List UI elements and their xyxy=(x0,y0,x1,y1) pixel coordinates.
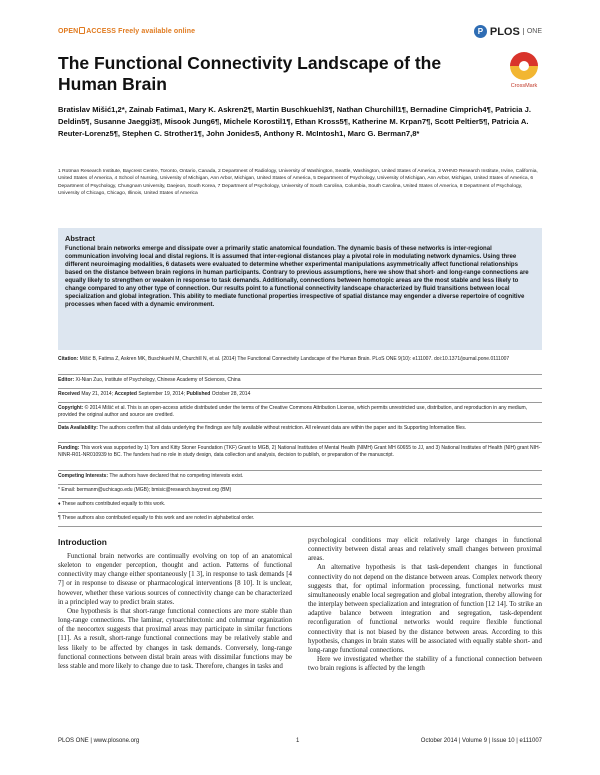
author-list xyxy=(58,104,542,141)
equal-contribution-note: ♦ These authors contributed equally to this work. xyxy=(58,501,166,507)
paragraph: Here we investigated whether the stability of a functional connection between two brain regions is affected by the length xyxy=(308,655,542,673)
copyright: Copyright: © 2014 Mišić et al. This is an open-access article distributed under the terms of the Creative Commons Attribution License, which permits unrestricted use, distribution, and reproduction in any medium, provided the original author and source are credited. xyxy=(58,405,528,419)
author: Susanne Jaeggi3¶, xyxy=(93,117,163,127)
footer-journal: PLOS ONE | www.plosone.org xyxy=(58,738,140,744)
divider xyxy=(58,470,542,471)
author: Marc G. Berman7,8* xyxy=(347,129,420,139)
divider xyxy=(58,374,542,375)
competing-interests: Competing Interests: The authors have declared that no competing interests exist. xyxy=(58,473,244,479)
divider xyxy=(58,526,542,527)
journal-name: PLOS xyxy=(489,25,520,38)
open-access-badge: OPEN ACCESS Freely available online xyxy=(58,28,196,35)
divider xyxy=(58,442,542,443)
plos-logo-icon: P xyxy=(474,25,487,38)
article-title: The Functional Connectivity Landscape of the Human Brain xyxy=(58,53,442,94)
body-column-right xyxy=(308,536,542,673)
author: Bratislav Mišić1,2*, xyxy=(58,105,127,114)
divider xyxy=(58,422,542,423)
abstract-text: Functional brain networks emerge and dissipate over a primarily static anatomical foundation. The dynamic basis of these networks is inter-regional communication involving local and distal regions. It is assumed that inter-regional distances play a pivotal role in modulating network dynamics. Using three different neuroimaging modalities, 6 datasets were evaluated to determine whether experimental manipulations asymmetrically affect functional relationships based on the distance between brain regions in human participants. Contrary to previous assumptions, here we show that short- and long-range connections are equally likely to strengthen or weaken in response to task demands. Additionally, connections between homotopic areas are the most stable and less likely to change compared to any other type of connection. Our results point to a functional connectivity landscape characterized by fluid transitions between local specialization and global integration. This ability to mediate functional properties irrespective of spatial distance may engender a diverse repertoire of cognitive processes when faced with a dynamic environment. xyxy=(65,246,529,309)
paragraph: psychological conditions may elicit relatively large changes in functional connectivity between distal areas and relatively small changes between proximal areas. xyxy=(308,536,542,563)
author: Ethan Kross5¶, xyxy=(294,117,351,127)
body-column-left xyxy=(58,552,292,671)
author: Scott Peltier5¶, xyxy=(434,117,490,127)
author: Patricia A. Reuter-Lorenz5¶, xyxy=(58,117,529,139)
author: Katherine M. Krpan7¶, xyxy=(352,117,433,127)
dates: Received May 21, 2014; Accepted September 19, 2014; Published October 28, 2014 xyxy=(58,391,251,397)
editor: Editor: Xi-Nian Zuo, Institute of Psychology, Chinese Academy of Sciences, China xyxy=(58,377,241,383)
plos-one-logo xyxy=(474,25,542,38)
author: Patricia J. Deldin5¶, xyxy=(58,105,531,127)
author: Mary K. Askren2¶, xyxy=(188,105,255,114)
author: Martin Buschkuehl3¶, xyxy=(256,105,335,114)
divider xyxy=(58,484,542,485)
author: Michele Korostil1¶, xyxy=(223,117,293,127)
divider xyxy=(58,498,542,499)
divider xyxy=(58,402,542,403)
author: Anthony R. McIntosh1, xyxy=(263,129,346,139)
paragraph: An alternative hypothesis is that task-dependent changes in functional connectivity do not depend on the distance between areas. Complex network theory suggests that, for optimal information processing, functional networks must simultaneously enable local segregation and global integration, thereby allowing for the interplay between specialization and integration of function [12 14]. To strike an adaptive balance between integration and segregation, task-dependent reconfiguration of functional networks would require flexible functional connectivity that is not biased by the distance between areas. According to this hypothesis, changes in brain states will be associated with equally stable short- and long-range functional connections. xyxy=(308,563,542,654)
journal-header xyxy=(58,25,542,39)
author: Zainab Fatima1, xyxy=(128,105,187,114)
bullet-icon: ♦ xyxy=(58,501,62,507)
author: Nathan Churchill1¶, xyxy=(336,105,409,114)
abstract-heading: Abstract xyxy=(65,234,95,243)
journal-subname: ONE xyxy=(523,28,542,35)
footer-issue: October 2014 | Volume 9 | Issue 10 | e111007 xyxy=(420,738,542,744)
alphabetical-note: ¶ These authors also contributed equally to this work and are noted in alphabetical order. xyxy=(58,515,255,521)
data-availability: Data Availability: The authors confirm that all data underlying the findings are fully available without restriction. All relevant data are within the paper and its Supporting Information files. xyxy=(58,425,467,431)
funding: Funding: This work was supported by 1) Tom and Kitty Stoner Foundation (TKF) Grant to MGB, 2) National Institutes of Mental Health (NIMH) Grant MH 60655 to JJ, and 3) National Institutes of Health (NIH) grant NIH-NINR-R01-NR010939 to BC. The funders had no role in study design, data collection and analysis, decision to publish, or preparation of the manuscript. xyxy=(58,445,541,459)
page-footer xyxy=(58,738,542,748)
open-lock-icon xyxy=(79,27,85,34)
author: Misook Jung6¶, xyxy=(164,117,222,127)
pilcrow-icon: ¶ xyxy=(58,515,62,521)
author: Bernadine Cimprich4¶, xyxy=(410,105,493,114)
correspondence-email: * Email: bermanm@uchicago.edu (MGB); bmisic@research.baycrest.org (BM) xyxy=(58,487,232,493)
crossmark-label: CrossMark xyxy=(510,83,538,89)
citation: Citation: Mišić B, Fatima Z, Askren MK, Buschkuehl M, Churchill N, et al. (2014) The Functional Connectivity Landscape of the Human Brain. PLoS ONE 9(10): e111007. doi:10.1371/journal.pone.0111007 xyxy=(58,356,510,362)
section-heading: Introduction xyxy=(58,537,107,547)
author: John Jonides5, xyxy=(206,129,262,139)
divider xyxy=(58,512,542,513)
paragraph: Functional brain networks are continually evolving on top of an anatomical skeleton to engender perception, thought and action. Patterns of functional connectivity may change either spontaneously [1 3], in response to task demands [4 7] or in response to disease or pharmacological interventions [8 10]. It is unclear, however, whether these various sources of connectivity change can be characterized in a principled way to predict brain states. xyxy=(58,552,292,606)
paragraph: One hypothesis is that short-range functional connections are more stable than long-range connections. The laminar, cytoarchitectonic and columnar organization of the neocortex suggests that proximal areas may participate in similar functions [11]. As a result, short-range functional connections may be relatively stable and less likely to be affected by changes in task demands. Conversely, long-range functional connections between distal brain areas with dissimilar functions may be less stable and more likely to change due to task. Therefore, changes in tasks and xyxy=(58,606,292,670)
abstract-box xyxy=(58,228,542,350)
author: Stephen C. Strother1¶, xyxy=(122,129,205,139)
divider xyxy=(58,388,542,389)
affiliations: 1 Rotman Research Institute, Baycrest Centre, Toronto, Ontario, Canada, 2 Department of Radiology, University of Washington, Seattle, Washington, United States of America, 3 WHNO Research Institute, Irvine, California, United States of America, 4 School of Nursing, University of Michigan, Ann Arbor, Michigan, United States of America, 5 Department of Psychology, University of Michigan, Ann Arbor, Michigan, United States of America, 6 Department of Psychology, Chungnam University, Daejeon, South Korea, 7 Department of Psychology, University of South Carolina, Columbia, South Carolina, United States of America, 8 Department of Psychology, University of Chicago, Chicago, Illinois, United States of America xyxy=(58,169,538,197)
crossmark-badge[interactable] xyxy=(506,52,542,98)
crossmark-icon xyxy=(510,52,538,80)
page-number: 1 xyxy=(296,738,300,744)
